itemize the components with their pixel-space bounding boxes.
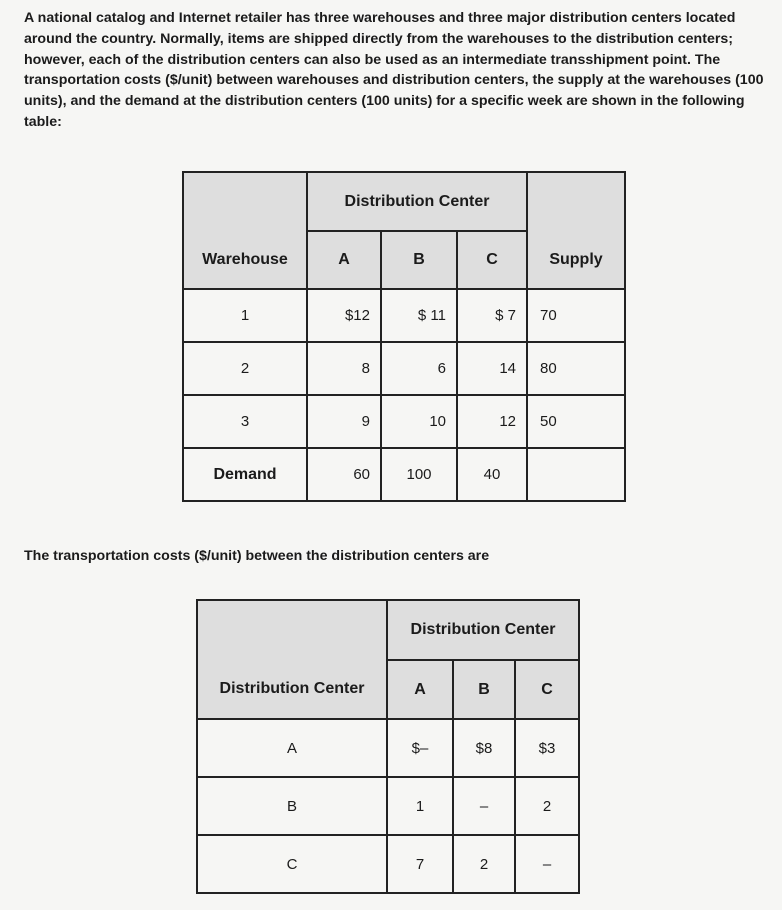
table1-supply-cell: 50 bbox=[527, 395, 625, 448]
table1-cell: $ 7 bbox=[457, 289, 527, 342]
table1-cell: 8 bbox=[307, 342, 381, 395]
table-row bbox=[183, 289, 625, 342]
table-row bbox=[183, 395, 625, 448]
between-centers-text: The transportation costs ($/unit) between the distribution centers are bbox=[24, 548, 490, 564]
table2-cell: – bbox=[453, 777, 515, 835]
table2-corner-top bbox=[197, 600, 387, 660]
table-row bbox=[183, 448, 625, 501]
table2-cell: 1 bbox=[387, 777, 453, 835]
table1-cell: 12 bbox=[457, 395, 527, 448]
warehouse-cost-table bbox=[182, 171, 626, 502]
table2-cell: 2 bbox=[453, 835, 515, 893]
table2-cell: $– bbox=[387, 719, 453, 777]
problem-intro-text: A national catalog and Internet retailer has three warehouses and three major distribution centers located around the country. Normally, items are shipped directly from the warehouses to the distribution centers; however, each of the distribution centers can also be used as an intermediate transshipment point. The transportation costs ($/unit) between warehouses and distribution centers, the supply at the warehouses (100 units), and the demand at the distribution centers (100 units) for a specific week are shown in the following table: bbox=[24, 10, 764, 130]
table1-row-label: 2 bbox=[183, 342, 307, 395]
table2-header-b: B bbox=[453, 660, 515, 719]
table1-header-c: C bbox=[457, 231, 527, 289]
table1-cell: 14 bbox=[457, 342, 527, 395]
table1-cell: 9 bbox=[307, 395, 381, 448]
table2-header-c: C bbox=[515, 660, 579, 719]
table1-header-warehouse: Warehouse bbox=[183, 231, 307, 289]
table1-header-b: B bbox=[381, 231, 457, 289]
table1-cell: 6 bbox=[381, 342, 457, 395]
table2-cell: 7 bbox=[387, 835, 453, 893]
table1-demand-cell: 60 bbox=[307, 448, 381, 501]
table1-row-label: 1 bbox=[183, 289, 307, 342]
table1-demand-label: Demand bbox=[183, 448, 307, 501]
table1-demand-cell: 100 bbox=[381, 448, 457, 501]
table1-cell: $12 bbox=[307, 289, 381, 342]
table2-header-row-label: Distribution Center bbox=[197, 660, 387, 719]
table1-header-a: A bbox=[307, 231, 381, 289]
table-row bbox=[183, 342, 625, 395]
table1-corner-top bbox=[183, 172, 307, 231]
table2-header-a: A bbox=[387, 660, 453, 719]
table1-cell: $ 11 bbox=[381, 289, 457, 342]
table2-group-header: Distribution Center bbox=[387, 600, 579, 660]
table1-supply-cell: 80 bbox=[527, 342, 625, 395]
table1-header-supply: Supply bbox=[527, 231, 625, 289]
table1-row-label: 3 bbox=[183, 395, 307, 448]
table-row bbox=[197, 719, 579, 777]
table2-row-label: A bbox=[197, 719, 387, 777]
table2-cell: $8 bbox=[453, 719, 515, 777]
table1-empty-cell bbox=[527, 448, 625, 501]
table-row bbox=[197, 835, 579, 893]
table2-row-label: B bbox=[197, 777, 387, 835]
table2-cell: $3 bbox=[515, 719, 579, 777]
table-row bbox=[197, 777, 579, 835]
table1-cell: 10 bbox=[381, 395, 457, 448]
table2-row-label: C bbox=[197, 835, 387, 893]
table1-supply-corner-top bbox=[527, 172, 625, 231]
table2-cell: 2 bbox=[515, 777, 579, 835]
table1-supply-cell: 70 bbox=[527, 289, 625, 342]
center-cost-table bbox=[196, 599, 580, 894]
table2-cell: – bbox=[515, 835, 579, 893]
table1-group-header: Distribution Center bbox=[307, 172, 527, 231]
table1-demand-cell: 40 bbox=[457, 448, 527, 501]
